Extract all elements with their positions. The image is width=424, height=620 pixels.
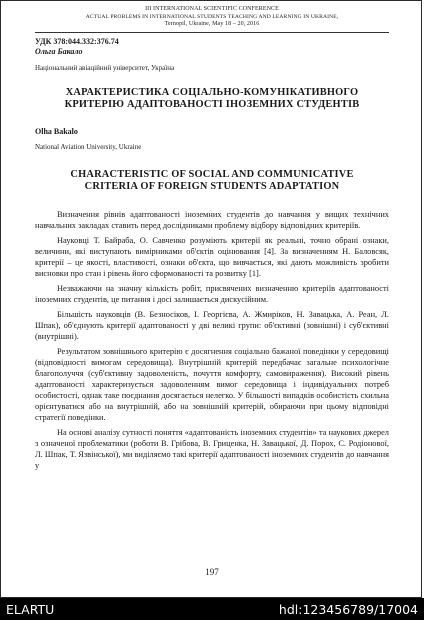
paragraph: Незважаючи на значну кількість робіт, присвячених визначенню критеріїв адаптованості іноземних студентів, це питання і досі залишається дискусійним. xyxy=(35,283,389,304)
title-en-line: CHARACTERISTIC OF SOCIAL AND COMMUNICATIVE xyxy=(70,168,354,180)
title-ua-line: КРИТЕРІЮ АДАПТОВАНОСТІ ІНОЗЕМНИХ СТУДЕНТІВ xyxy=(64,99,360,110)
title-en-line: CRITERIA OF FOREIGN STUDENTS ADAPTATION xyxy=(84,181,340,192)
author-name-en: Olha Bakalo xyxy=(35,126,78,136)
title-ua-line: ХАРАКТЕРИСТИКА СОЦІАЛЬНО-КОМУНІКАТИВНОГО xyxy=(65,86,359,98)
paper-title-en xyxy=(35,169,389,194)
conference-title: III INTERNATIONAL SCIENTIFIC CONFERENCE xyxy=(145,6,279,12)
header-rule xyxy=(35,32,389,33)
paragraph: На основі аналізу сутності поняття «адаптованість іноземних студентів» та наукових джерел з означеної проблематики (роботи В. Грібова, В. Гриценка, Н. Завацької, Д. Порох, С. Родіонової, Л. Шпак, Т. Язвінської), ми виділяємо такі критерії адаптованості іноземних студентів до навчання у xyxy=(35,427,389,470)
paper-page xyxy=(35,6,389,475)
paragraph: Науковці Т. Байраба, О. Савченко розуміють критерії як реальні, точно обрані ознаки, величини, які виступають вимірниками об'єктів оцінювання [4]. За визначенням Н. Баловсяк, критерії – це якості, властивості, ознаки об'єкта, що вивчається, які дають можливість зробити висновки про стан і рівень його сформованості та розвитку [1]. xyxy=(35,235,389,278)
udc-code: УДК 378:044.332:376.74 xyxy=(35,36,119,46)
paragraph: Більшість науковців (В. Безносіков, І. Георгієва, А. Жмиріков, Н. Завацька, А. Реан, Л. Шпак), об'єднують критерії адаптованості у дві великі групи: об'єктивні (зовнішні) і суб'єктивні (внутрішні). xyxy=(35,309,389,341)
conference-header xyxy=(35,6,389,29)
affiliation-en: National Aviation University, Ukraine xyxy=(35,142,142,151)
paper-title-ua xyxy=(35,87,389,112)
paragraph: Результатом зовнішнього критерію є досягнення соціально бажаної поведінки у середовищі (відповідності вимогам середовища). Внутрішній критерій передбачає загальне психологічне благополуччя (суб'єктивну задоволеність, почуття комфорту, самовираження). Високий рівень адаптованості характеризується задоволенням вимог середовища і індивідуальних потреб особистості, однак таке поєднання досягається нелегко. У більшості випадків особистість схильна орієнтуватися або на внутрішній, або на зовнішній критерій, обираючи при цьому відповідні стратегії поведінки. xyxy=(35,346,389,422)
repository-name: ELARTU xyxy=(6,601,55,617)
affiliation-ua: Національний авіаційний університет, Україна xyxy=(35,63,175,72)
conference-subtitle: ACTUAL PROBLEMS IN INTERNATIONAL STUDENTS TEACHING AND LEARNING IN UKRAINE, xyxy=(85,13,339,20)
conference-place-date: Ternopil, Ukraine, May 18 – 20, 2016 xyxy=(164,21,260,27)
handle-identifier: hdl:123456789/17004 xyxy=(278,601,418,617)
body-text xyxy=(35,209,389,471)
paragraph: Визначення рівнів адаптованості іноземних студентів до навчання у вищих технічних навчальних закладах ставить перед дослідниками проблему відбору відповідних критеріїв. xyxy=(35,209,389,230)
page-number: 197 xyxy=(205,567,219,577)
author-name-ua: Ольга Бакало xyxy=(35,46,83,56)
repository-footer xyxy=(0,598,424,620)
